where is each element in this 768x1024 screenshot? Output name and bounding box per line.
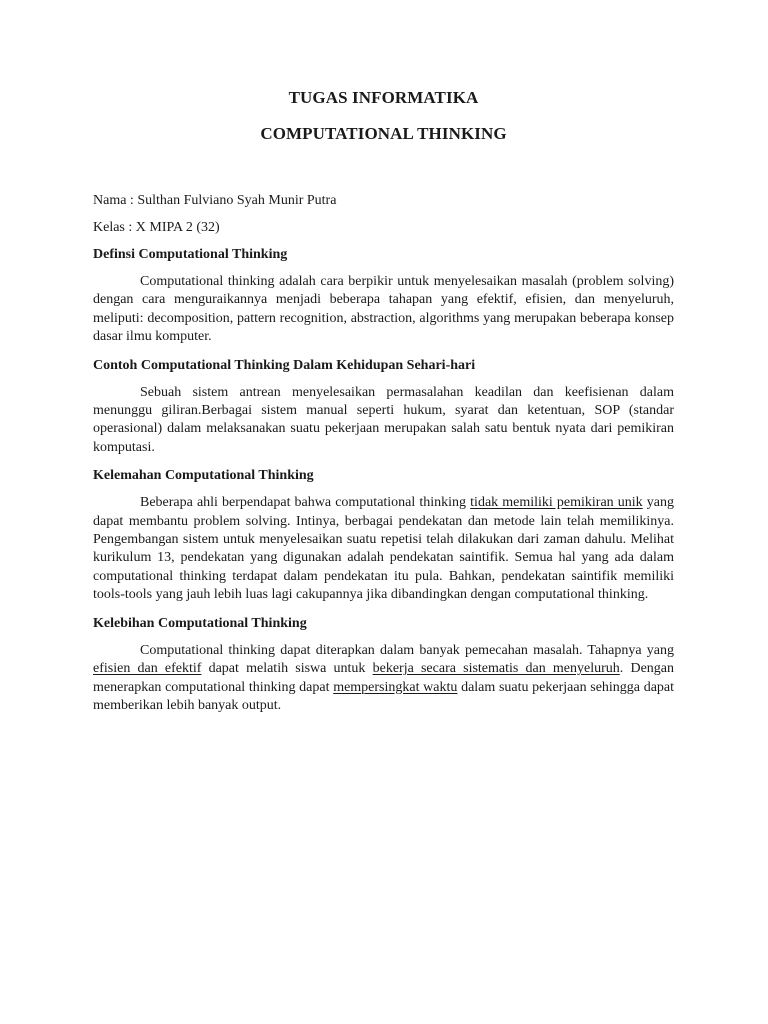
section-heading-definition: Definsi Computational Thinking <box>93 247 288 262</box>
section-heading-example: Contoh Computational Thinking Dalam Kehidupan Sehari-hari <box>93 357 476 373</box>
underlined-text: tidak memiliki pemikiran unik <box>470 495 643 511</box>
section-heading-weakness: Kelemahan Computational Thinking <box>93 468 314 484</box>
text-run: Beberapa ahli berpendapat bahwa computational thinking <box>140 495 471 511</box>
section-paragraph-strength <box>93 642 674 716</box>
section-paragraph-weakness <box>93 494 674 604</box>
section-paragraph-example: Sebuah sistem antrean menyelesaikan permasalahan keadilan dan keefisienan dalam menunggu giliran.Berbagai sistem manual seperti hukum, syarat dan ketentuan, SOP (standar operasional) dalam melaksanakan suatu pekerjaan merupakan salah satu bentuk nyata dari pemikiran komputasi. <box>93 384 674 455</box>
text-run: . Dengan menerapkan computational thinking dapat <box>93 661 674 695</box>
document-title: TUGAS INFORMATIKA <box>288 88 479 107</box>
underlined-text: efisien dan efektif <box>93 661 202 677</box>
underlined-text: bekerja secara sistematis dan menyeluruh <box>372 661 620 677</box>
text-run: dalam suatu pekerjaan sehingga dapat memberikan lebih banyak output. <box>93 679 675 713</box>
section-paragraph-definition: Computational thinking adalah cara berpikir untuk menyelesaikan masalah (problem solving) dengan cara menguraikannya menjadi beberapa tahapan yang efektif, efisien, dan menyeluruh, meliputi: decomposition, pattern recognition, abstraction, algorithms yang merupakan beberapa konsep dasar ilmu komputer. <box>93 274 674 345</box>
underlined-text: mempersingkat waktu <box>333 679 458 695</box>
student-name: Nama : Sulthan Fulviano Syah Munir Putra <box>93 193 337 208</box>
student-class: Kelas : X MIPA 2 (32) <box>93 220 220 235</box>
section-heading-strength: Kelebihan Computational Thinking <box>93 615 307 631</box>
text-run: Computational thinking dapat diterapkan dalam banyak pemecahan masalah. Tahapnya yang <box>140 642 674 658</box>
text-run: dapat melatih siswa untuk <box>201 661 373 677</box>
document-subtitle: COMPUTATIONAL THINKING <box>260 124 507 143</box>
text-run: yang dapat membantu problem solving. Intinya, berbagai pendekatan dan metode lain telah memilikinya. Pengembangan sistem untuk menyelesaikan suatu repetisi telah dilakukan dari zaman dahulu. Melihat kurikulum 13, pendekatan yang digunakan adalah pendekatan saintifik. Semua hal yang ada dalam computational thinking terdapat dalam pendekatan itu pula. Bahkan, pendekatan saintifik memiliki tools-tools yang jauh lebih luas lagi cakupannya jika dibandingkan dengan computational thinking. <box>93 495 674 603</box>
